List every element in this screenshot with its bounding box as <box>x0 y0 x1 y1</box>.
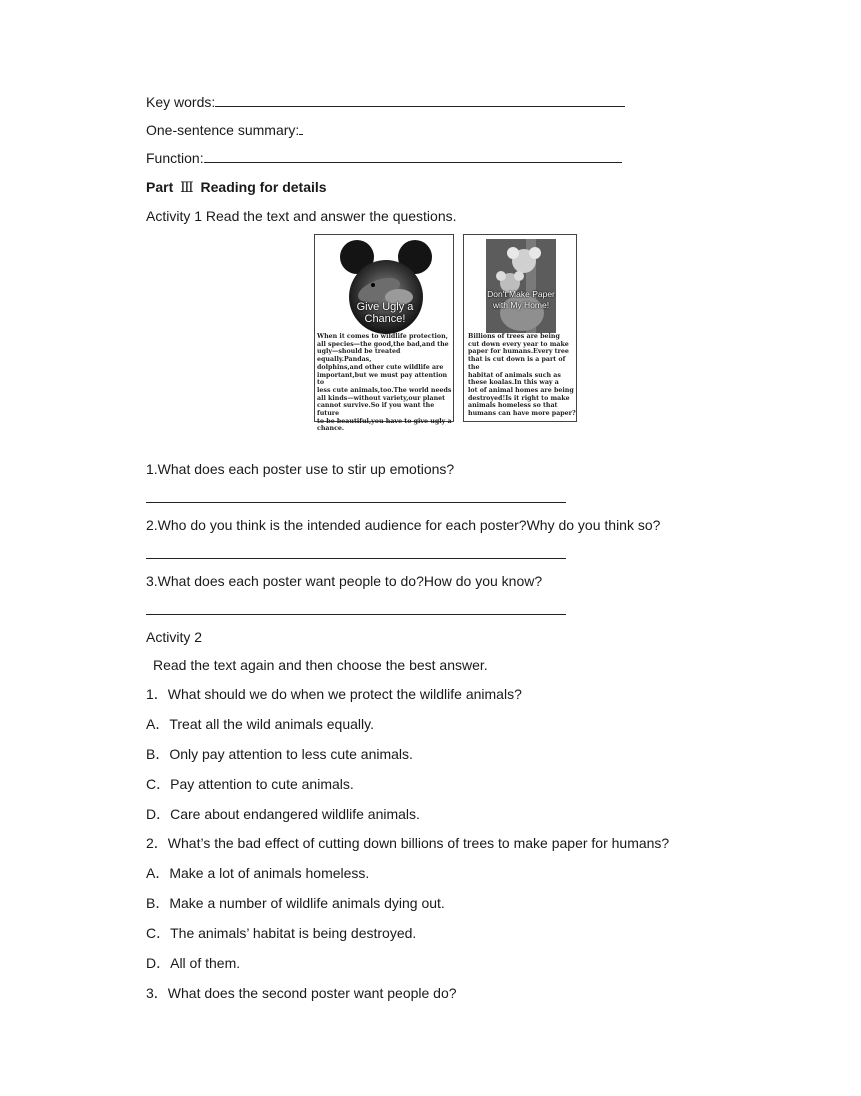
poster-dont-make-paper <box>463 234 577 422</box>
q2-option-d[interactable]: D．All of them. <box>146 955 241 971</box>
poster2-headline: Don't Make Paper with My Home! <box>487 289 555 310</box>
q2-option-c[interactable]: C．The animals’ habitat is being destroyed. <box>146 925 417 941</box>
poster2-body: Billions of trees are being cut down every year to make paper for humans.Every tree that is cut down is a part of the habitat of animals such as these koalas.In this way a lot of animal homes are being destroyed!Is it right to make animals homeless so that humans can have more paper? <box>468 333 576 418</box>
koala-photo-image <box>486 239 556 333</box>
activity2-title: Activity 2 <box>146 629 203 645</box>
key-words-label: Key words: <box>146 94 216 110</box>
activity2-instruction: Read the text again and then choose the best answer. <box>153 657 488 673</box>
q1-option-a[interactable]: A．Treat all the wild animals equally. <box>146 716 374 732</box>
activity1-instruction: Activity 1 Read the text and answer the questions. <box>146 208 457 224</box>
poster1-body: When it comes to wildlife protection, all species—the good,the bad,and the ugly—should be treated equally.Pandas, dolphins,and other cute wildlife are important,but we must pay attention to less cute animals,too.The world needs all kinds—without variety,our planet cannot survive.So if you want the future to be beautiful,you have to give ugly a chance. <box>317 333 452 433</box>
poster-give-ugly-a-chance <box>314 234 454 433</box>
answer-line-1[interactable] <box>146 502 566 503</box>
answer-line-3[interactable] <box>146 614 566 615</box>
key-words-line <box>146 93 625 111</box>
summary-label: One-sentence summary: <box>146 122 300 138</box>
summary-line <box>146 121 303 139</box>
activity1-question-3: 3.What does each poster want people to do?How do you know? <box>146 573 543 589</box>
q2-option-a[interactable]: A．Make a lot of animals homeless. <box>146 865 370 881</box>
q1-option-b[interactable]: B．Only pay attention to less cute animals. <box>146 746 413 762</box>
summary-blank[interactable] <box>299 121 303 135</box>
poster1-headline: Give Ugly a Chance! <box>356 301 414 325</box>
q1-option-c[interactable]: C．Pay attention to cute animals. <box>146 776 354 792</box>
key-words-blank[interactable] <box>215 93 625 107</box>
activity1-question-2: 2.Who do you think is the intended audience for each poster?Why do you think so? <box>146 517 661 533</box>
q2-option-b[interactable]: B．Make a number of wildlife animals dying out. <box>146 895 445 911</box>
part-numeral: Ⅲ <box>180 180 194 196</box>
function-label: Function: <box>146 150 204 166</box>
activity2-question-1: 1．What should we do when we protect the wildlife animals? <box>146 686 522 702</box>
activity2-question-3: 3．What does the second poster want people do? <box>146 985 457 1001</box>
part-heading <box>146 178 327 197</box>
q1-option-d[interactable]: D．Care about endangered wildlife animals. <box>146 806 420 822</box>
activity2-question-2: 2．What’s the bad effect of cutting down billions of trees to make paper for humans? <box>146 835 670 851</box>
activity1-question-1: 1.What does each poster use to stir up emotions? <box>146 461 455 477</box>
part-label: Part <box>146 179 174 195</box>
function-blank[interactable] <box>204 149 622 163</box>
answer-line-2[interactable] <box>146 558 566 559</box>
function-line <box>146 149 622 167</box>
part-title: Reading for details <box>200 179 327 195</box>
